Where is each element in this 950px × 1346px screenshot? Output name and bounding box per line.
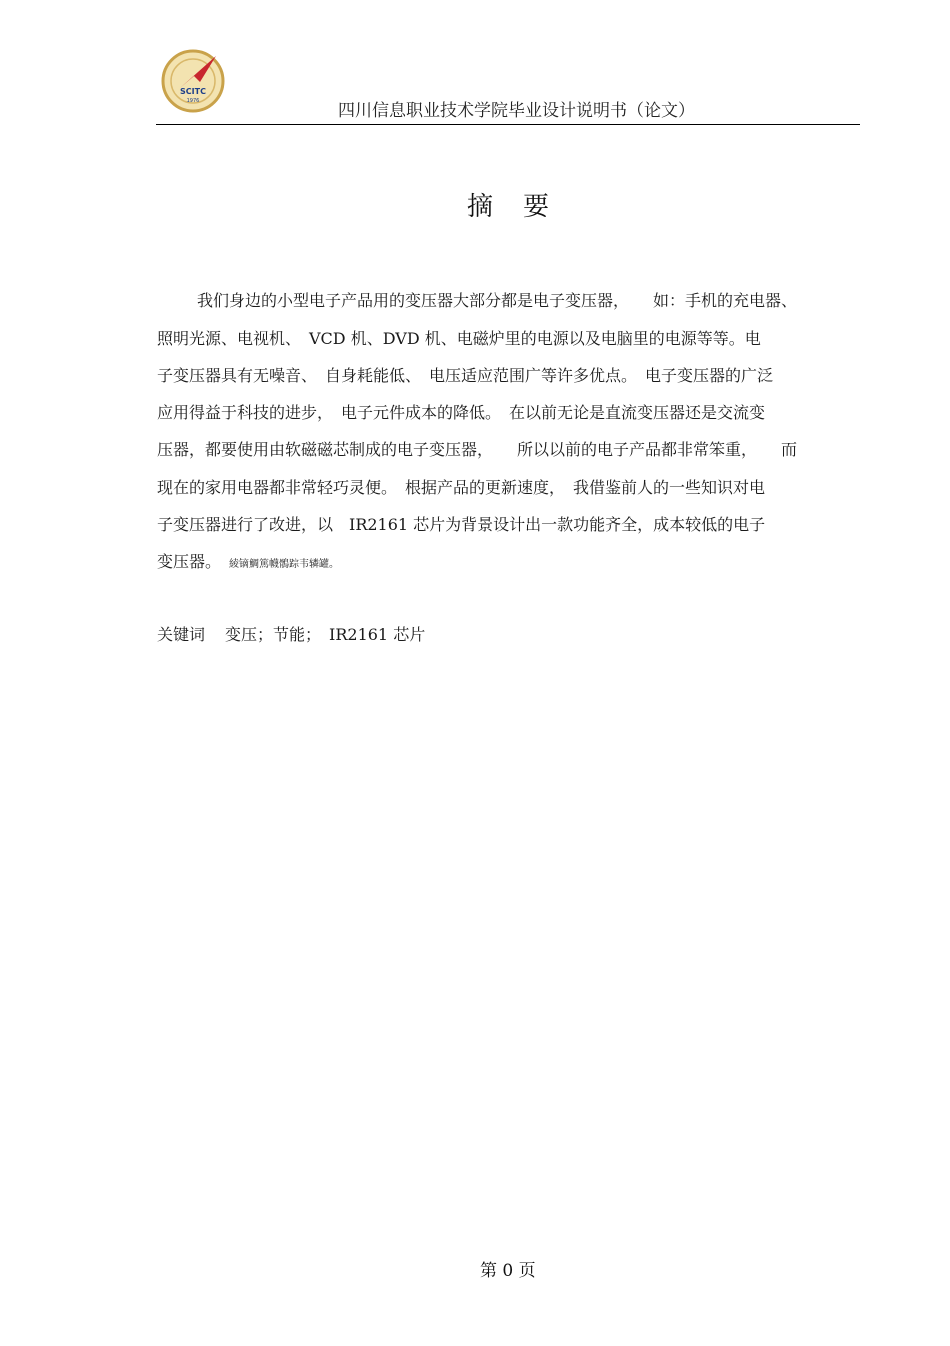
keywords-label: 关键词 <box>157 625 206 644</box>
abstract-line-3: 子变压器具有无噪音、 自身耗能低、 电压适应范围广等许多优点。 电子变压器的广泛 <box>157 366 774 385</box>
abstract-title-char-2: 要 <box>523 192 550 222</box>
abstract-line-5: 压器，都要使用由软磁磁芯制成的电子变压器， 所以以前的电子产品都非常笨重， 而 <box>157 440 798 459</box>
page-number: 第 0 页 <box>480 1261 536 1281</box>
header-title: 四川信息职业技术学院毕业设计说明书（论文） <box>338 101 695 121</box>
abstract-title <box>467 186 549 223</box>
abstract-title-char-1: 摘 <box>467 192 494 222</box>
header-divider <box>156 124 860 125</box>
garbled-note: 綾镝鯛篤幭鶻踪韦辚罐。 <box>229 559 340 570</box>
abstract-line-8-text: 变压器。 <box>157 552 222 571</box>
keywords-line <box>157 622 425 645</box>
abstract-line-4: 应用得益于科技的进步， 电子元件成本的降低。 在以前无论是直流变压器还是交流变 <box>157 403 766 422</box>
abstract-line-1: 我们身边的小型电子产品用的变压器大部分都是电子变压器， 如：手机的充电器、 <box>197 291 798 310</box>
keywords-value: 变压；节能； IR2161 芯片 <box>225 625 426 644</box>
abstract-line-2: 照明光源、电视机、 VCD 机、DVD 机、电磁炉里的电源以及电脑里的电源等等。电 <box>157 329 761 348</box>
school-logo <box>160 48 226 114</box>
abstract-line-8 <box>157 551 339 576</box>
logo-text: SCITC <box>180 87 206 96</box>
logo-year: 1976 <box>186 98 200 104</box>
abstract-line-6: 现在的家用电器都非常轻巧灵便。 根据产品的更新速度， 我借鉴前人的一些知识对电 <box>157 478 766 497</box>
abstract-line-7: 子变压器进行了改进，以 IR2161 芯片为背景设计出一款功能齐全，成本较低的电子 <box>157 515 766 534</box>
